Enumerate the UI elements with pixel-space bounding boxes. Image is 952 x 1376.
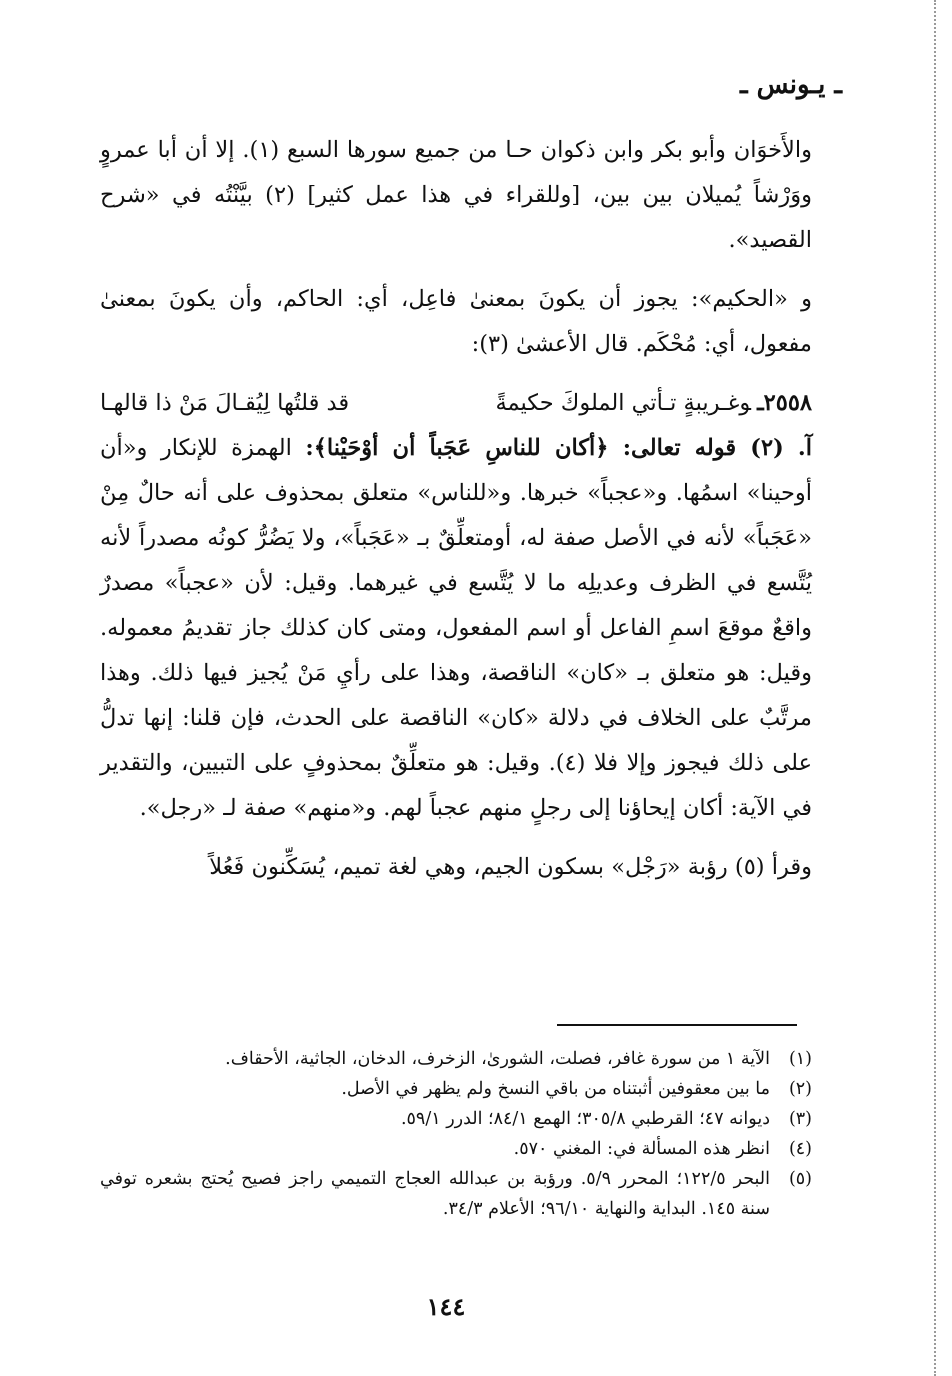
main-text — [100, 128, 812, 890]
footnote-number: (١) — [788, 1049, 812, 1069]
page-number: ١٤٤ — [426, 1292, 466, 1321]
footnotes — [100, 1044, 812, 1224]
footnote-number: (٢) — [788, 1079, 812, 1099]
footnote-number: (٥) — [788, 1169, 812, 1189]
footnote-item — [100, 1134, 812, 1164]
paragraph-1: والأَخوَان وأبو بكر وابن ذكوان حـا من جميع سورها السبع (١). إلا أن أبا عمروٍ ووَرْشاً يُميلان بين بين، [وللقراء في هذا عمل كثير] (٢) بيَّنْتُه في «شرح القصيد». — [100, 137, 812, 253]
footnote-text: الآية ١ من سورة غافر، فصلت، الشورىٰ، الزخرف، الدخان، الجاثية، الأحقاف. — [225, 1049, 770, 1069]
commentary-paragraph — [100, 426, 812, 831]
footnote-text: ديوانه ٤٧؛ القرطبي ٣٠٥/٨؛ الهمع ٨٤/١؛ الدرر ٥٩/١. — [400, 1109, 770, 1129]
footnote-text: البحر ١٢٢/٥؛ المحرر ٥/٩. ورؤبة بن عبدالله العجاج التميمي راجز فصيح يُحتج بشعره توفي سنة ١٤٥. البداية والنهاية ٩٦/١٠؛ الأعلام ٣٤/٣. — [100, 1169, 770, 1219]
verse-second-hemistich: قد قلتُها لِيُقـالَ مَنْ ذا قالهـا — [100, 390, 350, 416]
footnote-item — [100, 1104, 812, 1134]
commentary-text: الهمزة للإنكار و«أن أوحينا» اسمُها. و«عجباً» خبرها. و«للناس» متعلق بمحذوف على أنه حالٌ مِنْ «عَجَباً» لأنه في الأصل صفة له، أومتعلِّقٌ بـ «عَجَباً»، ولا يَضُرُّ كونُه مصدراً لأنه يُتَّسع في الظرف وعديلِه ما لا يُتَّسع في غيرهما. وقيل: لأن «عجباً» مصدرٌ واقعٌ موقعَ اسمِ الفاعل أو اسم المفعول، ومتى كان كذلك جاز تقديمُ معموله. وقيل: هو متعلق بـ «كان» الناقصة، وهذا على رأيِ مَنْ يُجيز فيها ذلك. وهذا مرتَّبٌ على الخلاف في دلالة «كان» الناقصة على الحدث، فإن قلنا: إنها تدلُّ على ذلك فيجوز وإلا فلا (٤). وقيل: هو متعلِّقٌ بمحذوفٍ على التبيين، والتقدير في الآية: أكان إيحاؤنا إلى رجلٍ منهم عجباً لهم. و«منهم» صفة لـ «رجل». — [100, 435, 812, 821]
footnote-text: ما بين معقوفين أثبتناه من باقي النسخ ولم يظهر في الأصل. — [341, 1079, 770, 1099]
verse-number: ٢٥٥٨ـ — [757, 390, 812, 416]
poem-verse — [100, 381, 812, 426]
footnote-item — [100, 1164, 812, 1224]
footnote-text: انظر هذه المسألة في: المغني ٥٧٠. — [513, 1139, 770, 1159]
reading-paragraph: وقرأ (٥) رؤبة «رَجْل» بسكون الجيم، وهي لغة تميم، يُسَكِّنون فَعُلاً — [209, 854, 812, 880]
footnote-number: (٣) — [788, 1109, 812, 1129]
verse-citation-heading: آ. (٢) قوله تعالى: ﴿أكان للناسِ عَجَباً أن أوْحَيْنا﴾: — [305, 435, 813, 461]
footnote-number: (٤) — [788, 1139, 812, 1159]
verse-first-hemistich-text: وغـريبةٍ تـأتي الملوكَ حكيمةً — [495, 390, 752, 416]
paragraph-2: و «الحكيم»: يجوز أن يكونَ بمعنىٰ فاعِل، أي: الحاكم، وأن يكونَ بمعنىٰ مفعول، أي: مُحْكَم. قال الأعشىٰ (٣): — [100, 286, 812, 357]
footnote-item — [100, 1074, 812, 1104]
footnote-item — [100, 1044, 812, 1074]
running-header: ـ يـونس ـ — [739, 70, 842, 100]
verse-first-hemistich — [495, 381, 812, 426]
scan-fold-line — [934, 0, 936, 1376]
footnote-separator — [557, 1024, 797, 1026]
